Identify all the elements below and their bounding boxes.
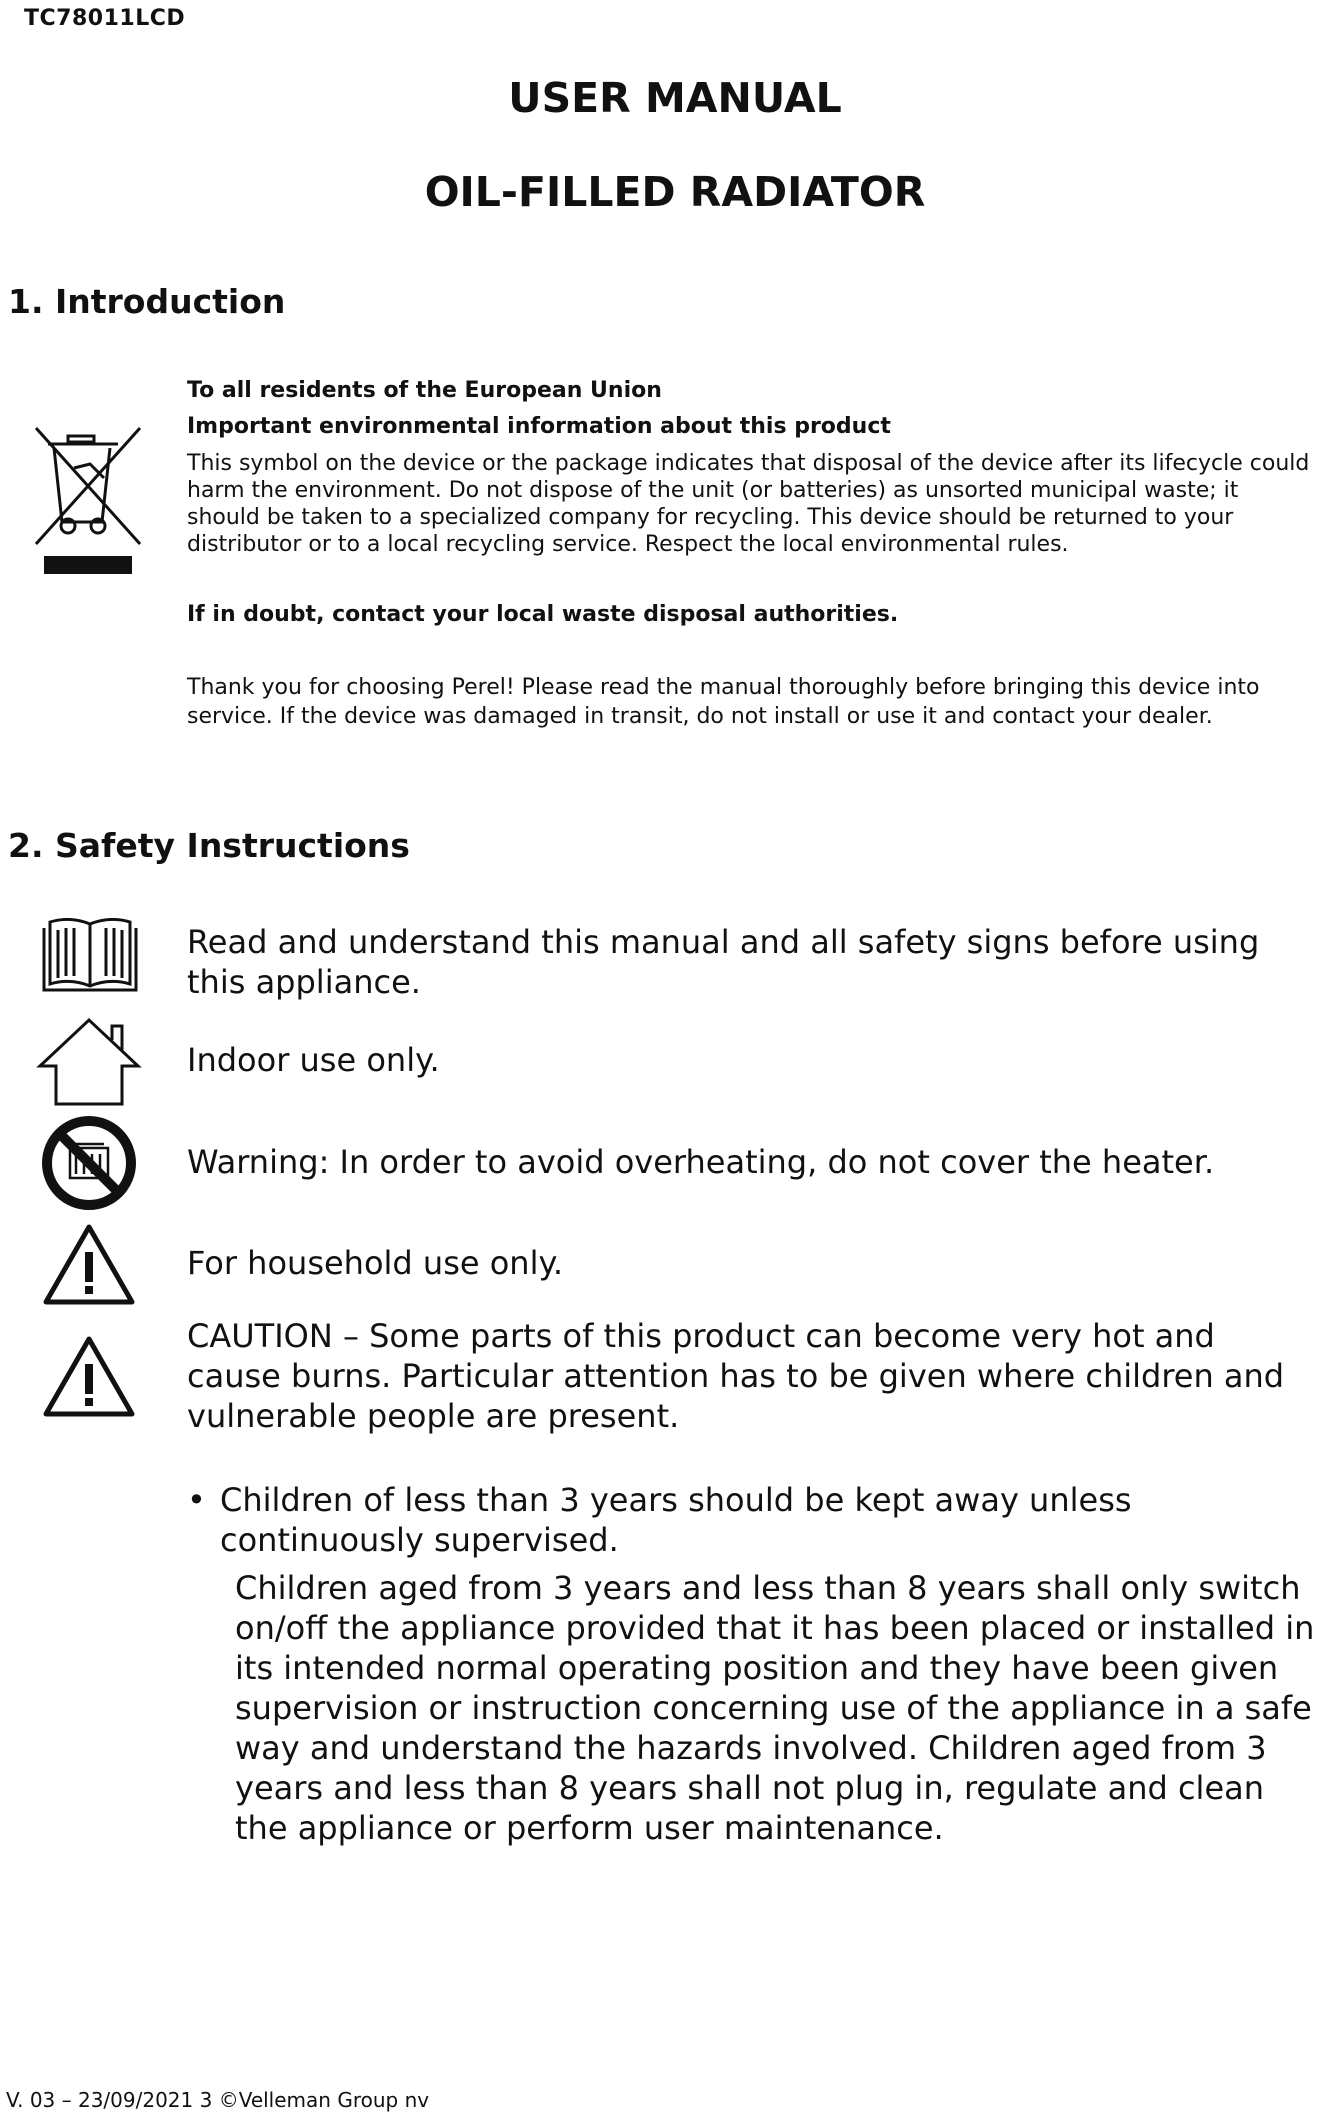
do-not-cover-icon (40, 1114, 138, 1212)
caution-icon (42, 1334, 136, 1418)
document-title: USER MANUAL (508, 74, 842, 122)
read-manual-icon (42, 918, 138, 994)
weee-doubt-text: If in doubt, contact your local waste disposal authorities. (187, 602, 899, 627)
do-not-cover-text: Warning: In order to avoid overheating, do not cover the heater. (187, 1143, 1215, 1181)
safety-heading: 2. Safety Instructions (8, 826, 410, 865)
intro-thanks-text: Thank you for choosing Perel! Please read the manual thoroughly before bringing this device into service. If the device was damaged in transit, do not install or use it and contact your dealer. (187, 675, 1260, 729)
bullet-marker: • (187, 1481, 206, 1519)
document-subtitle: OIL-FILLED RADIATOR (424, 168, 926, 216)
indoor-use-text: Indoor use only. (187, 1041, 440, 1079)
house-icon (36, 1016, 142, 1108)
caution-text: CAUTION – Some parts of this product can become very hot and cause burns. Particular attention has to be given where children and vulnerable people are present. (187, 1317, 1285, 1435)
footer-version: V. 03 – 23/09/2021 3 ©Velleman Group nv (6, 2088, 430, 2112)
weee-bin-icon (34, 426, 146, 578)
bullet-children-under-3: Children of less than 3 years should be kept away unless continuously supervised. (220, 1481, 1132, 1559)
weee-body-text: This symbol on the device or the package indicates that disposal of the device after its lifecycle could harm the environment. Do not dispose of the unit (or batteries) as unsorted municipal waste; it should be taken to a specialized company for recycling. This device should be returned to your distributor or to a local recycling service. Respect the local environmental rules. (187, 451, 1310, 557)
warning-icon (42, 1222, 136, 1306)
introduction-heading: 1. Introduction (8, 282, 286, 321)
model-number: TC78011LCD (24, 6, 186, 31)
weee-residents-heading: To all residents of the European Union (187, 378, 662, 403)
weee-important-heading: Important environmental information about this product (187, 414, 891, 439)
bullet-children-3-to-8: Children aged from 3 years and less than 8 years shall only switch on/off the appliance provided that it has been placed or installed in its intended normal operating position and they have been given supervision or instruction concerning use of the appliance in a safe way and understand the hazards involved. Children aged from 3 years and less than 8 years shall not plug in, regulate and clean the appliance or perform user maintenance. (235, 1569, 1315, 1847)
read-manual-text: Read and understand this manual and all safety signs before using this appliance. (187, 923, 1260, 1001)
household-use-text: For household use only. (187, 1244, 564, 1282)
